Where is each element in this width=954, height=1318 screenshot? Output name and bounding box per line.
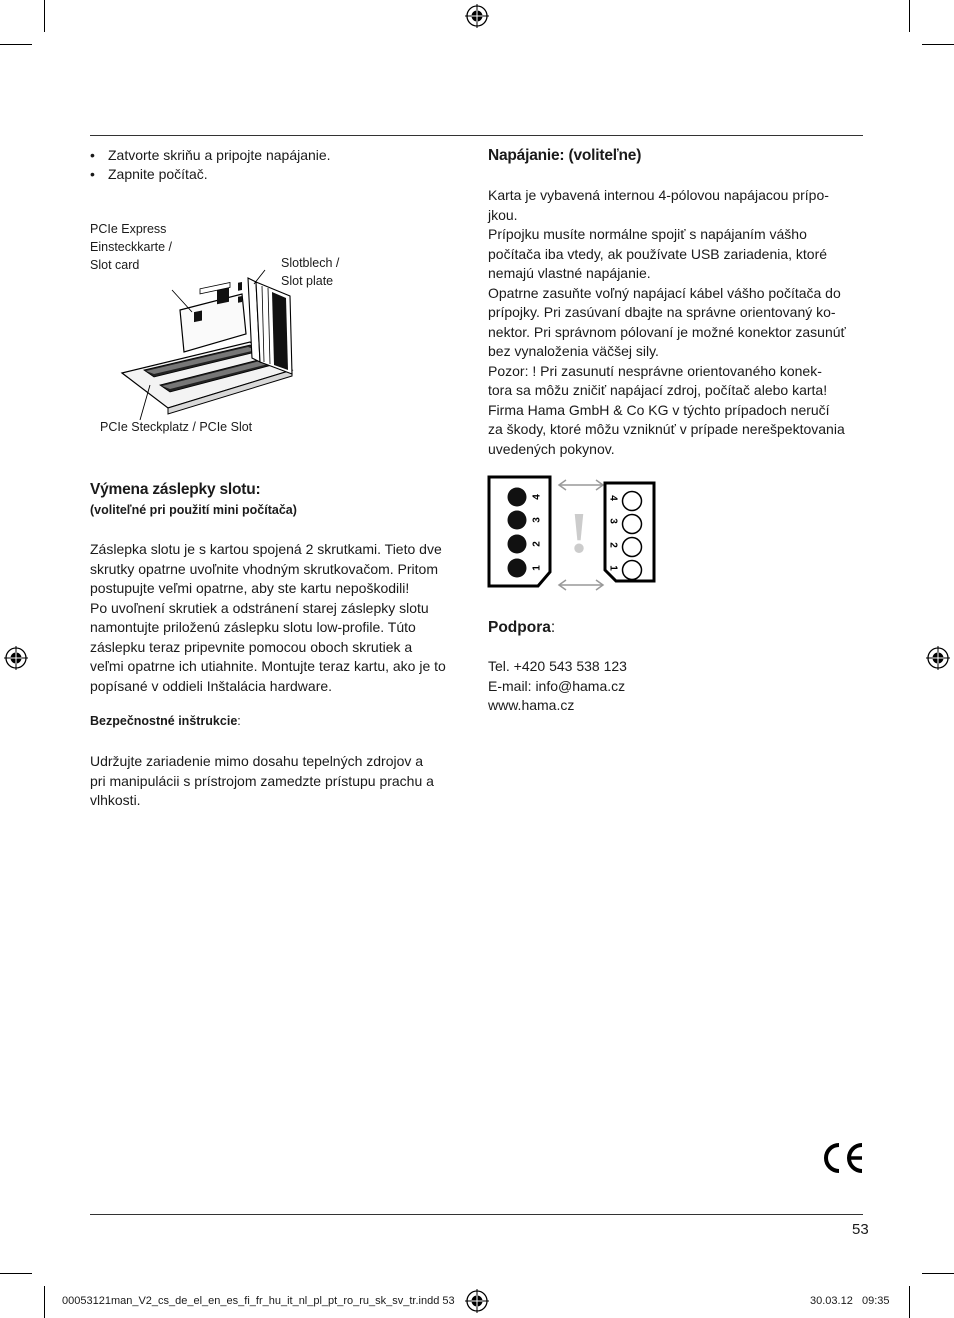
page-number: 53 (852, 1221, 869, 1238)
figure-label-slot: PCIe Steckplatz / PCIe Slot (100, 420, 253, 434)
section-body: Udržujte zariadenie mimo dosahu tepelných zdrojov a pri manipulácii s prístrojom zamedzte prístupu prachu a vlhkosti. (90, 753, 434, 808)
support-contact: Tel. +420 543 538 123 E-mail: info@hama.cz www.hama.cz (488, 658, 627, 713)
crop-mark (909, 0, 910, 32)
bottom-rule (90, 1214, 863, 1215)
pin-number: 1 (531, 565, 543, 571)
crop-mark (922, 44, 954, 45)
pin-number: 4 (607, 495, 619, 501)
registration-mark-icon (465, 4, 489, 28)
connector-pin (508, 535, 527, 554)
section-heading-slot-replacement: Výmena záslepky slotu: (90, 481, 261, 498)
warning-exclamation: ! (569, 500, 589, 565)
registration-mark-icon (4, 646, 28, 670)
connector-pin (508, 559, 527, 578)
crop-mark (922, 1273, 954, 1274)
top-rule (90, 135, 863, 136)
registration-mark-icon (926, 646, 950, 670)
section-heading-support: Podpora: (488, 619, 556, 636)
connector-pin (623, 492, 642, 511)
footer-filename: 00053121man_V2_cs_de_el_en_es_fi_fr_hu_it_nl_pl_pt_ro_ru_sk_sv_tr.indd 53 (62, 1295, 455, 1307)
pin-number: 3 (607, 518, 619, 524)
section-body: Záslepka slotu je s kartou spojená 2 skrutkami. Tieto dve skrutky opatrne uvoľnite vhodným skrutkovačom. Pritom postupujte veľmi opatrne, aby ste kartu nepoškodili! Po uvoľnení skrutiek a odstránení starej záslepky slotu namontujte priloženú záslepku slotu low-profile. Túto záslepku teraz pripevnite pomocou oboch skrutiek a veľmi opatrne ich utiahnite. Montujte teraz kartu, ako je to popísané v oddieli Inštalácia hardware. (90, 541, 446, 694)
figure-label-card: PCIe Express Einsteckkarte / Slot card (90, 222, 172, 272)
section-body: Karta je vybavená internou 4-pólovou napájacou prípo- jkou. Prípojku musíte normálne spojiť s napájaním vášho počítača iba vtedy, ak používate USB zariadenia, ktoré nemajú vlastné napájanie. Opatrne zasuňte voľný napájací kábel vášho počítača do prípojky. Pri zasúvaní dbajte na správne orientovaný ko- nektor. Pri správnom pólovaní je možné konektor zasunúť bez vynaloženia väčšej sily. Pozor: ! Pri zasunutí nesprávne orientovaného konek- tora sa môžu zničiť napájací zdroj, počítač alebo karta! Firma Hama GmbH & Co KG v týchto prípadoch neručí za škody, ktoré môžu vzniknúť v prípade nerešpektovania uvedených pokynov. (488, 187, 846, 457)
figure-label-plate: Slotblech / Slot plate (281, 256, 340, 288)
crop-mark (909, 1286, 910, 1318)
power-connector-diagram (486, 474, 660, 594)
pin-number: 2 (531, 541, 543, 547)
pin-number: 2 (607, 542, 619, 548)
section-subheading: (voliteľné pri použití mini počítača) (90, 503, 297, 517)
crop-mark (0, 1273, 32, 1274)
section-heading-safety: Bezpečnostné inštrukcie: (90, 714, 241, 728)
footer-datetime: 30.03.12 09:35 (810, 1295, 890, 1307)
connector-pin (508, 511, 527, 530)
crop-mark (44, 1286, 45, 1318)
section-heading-power: Napájanie: (voliteľne) (488, 147, 642, 164)
pin-number: 4 (531, 494, 543, 500)
pin-number: 3 (531, 517, 543, 523)
connector-pin (623, 561, 642, 580)
pin-number: 1 (607, 565, 619, 571)
connector-pin (623, 538, 642, 557)
registration-mark-icon (465, 1289, 489, 1313)
connector-pin (508, 488, 527, 507)
ce-mark-logo (820, 1141, 866, 1175)
crop-mark (0, 44, 32, 45)
crop-mark (44, 0, 45, 32)
connector-pin (623, 515, 642, 534)
pcie-card-illustration (110, 250, 310, 425)
